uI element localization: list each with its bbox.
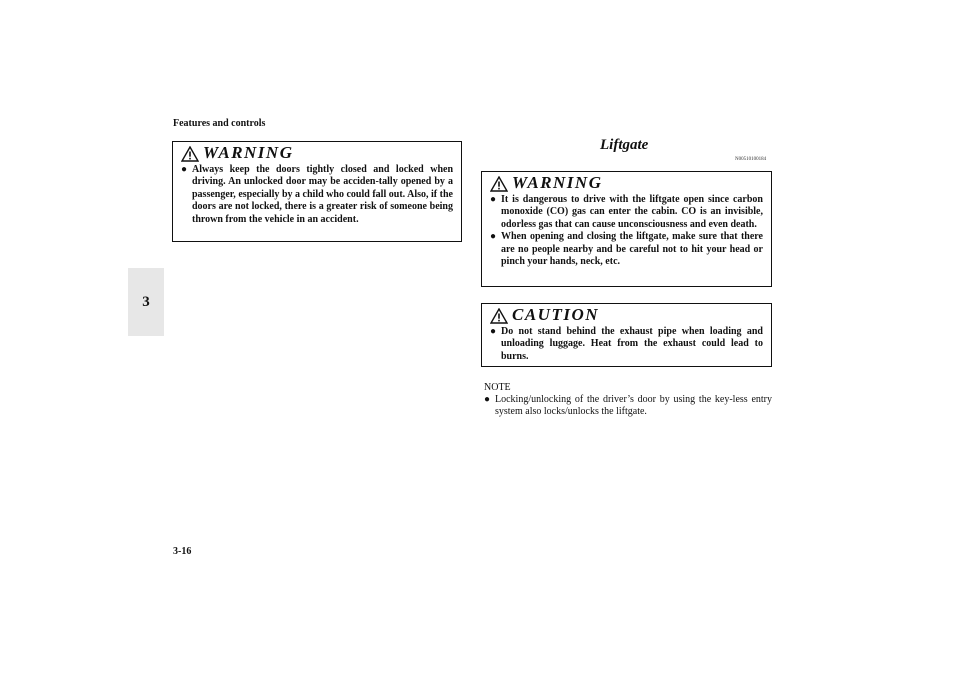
bullet: ●	[484, 394, 491, 405]
warning-triangle-icon	[181, 146, 199, 162]
warning-text: It is dangerous to drive with the liftgate open since carbon monoxide (CO) gas can enter the cabin. CO is an invisible, odorless gas that can cause unconsciousness and even death.	[501, 194, 763, 230]
chapter-tab	[128, 268, 164, 336]
chapter-number: 3	[142, 293, 150, 310]
section-title: Liftgate	[600, 137, 649, 153]
note-text: Locking/unlocking of the driver’s door by using the key-less entry system also locks/unlocks the liftgate.	[495, 394, 772, 418]
note-item	[484, 394, 772, 419]
warning-box-title	[173, 142, 461, 164]
warning-item	[490, 194, 763, 231]
warning-item	[490, 231, 763, 268]
note-label: NOTE	[484, 382, 511, 393]
warning-item	[181, 164, 453, 226]
note-list	[484, 394, 772, 419]
caution-label: CAUTION	[512, 305, 600, 324]
caution-text: Do not stand behind the exhaust pipe when loading and unloading luggage. Heat from the exhaust could lead to burns.	[501, 326, 763, 362]
warning-box-right	[481, 171, 772, 287]
warning-text: When opening and closing the liftgate, make sure that there are no people nearby and be careful not to hit your head or pinch your hands, neck, etc.	[501, 231, 763, 268]
caution-item	[490, 326, 763, 363]
caution-box	[481, 303, 772, 367]
page-header: Features and controls	[173, 118, 266, 129]
warning-text: Always keep the doors tightly closed and locked when driving. An unlocked door may be acciden-tally opened by a passenger, especially by a child who could fall out. Also, if the doors are not locked, there is a greater risk of someone being thrown from the vehicle in an accident.	[192, 164, 453, 225]
bullet: ●	[490, 231, 497, 243]
warning-label: WARNING	[512, 173, 603, 192]
bullet: ●	[490, 194, 497, 205]
warning-triangle-icon	[490, 176, 508, 192]
bullet: ●	[181, 164, 188, 175]
warning-box-left	[172, 141, 462, 242]
page-number: 3-16	[173, 546, 192, 557]
caution-box-title	[482, 304, 771, 326]
section-code: N00510100184	[735, 157, 767, 162]
warning-label: WARNING	[203, 143, 294, 162]
warning-triangle-icon	[490, 308, 508, 324]
warning-box-title	[482, 172, 771, 194]
bullet: ●	[490, 326, 497, 337]
